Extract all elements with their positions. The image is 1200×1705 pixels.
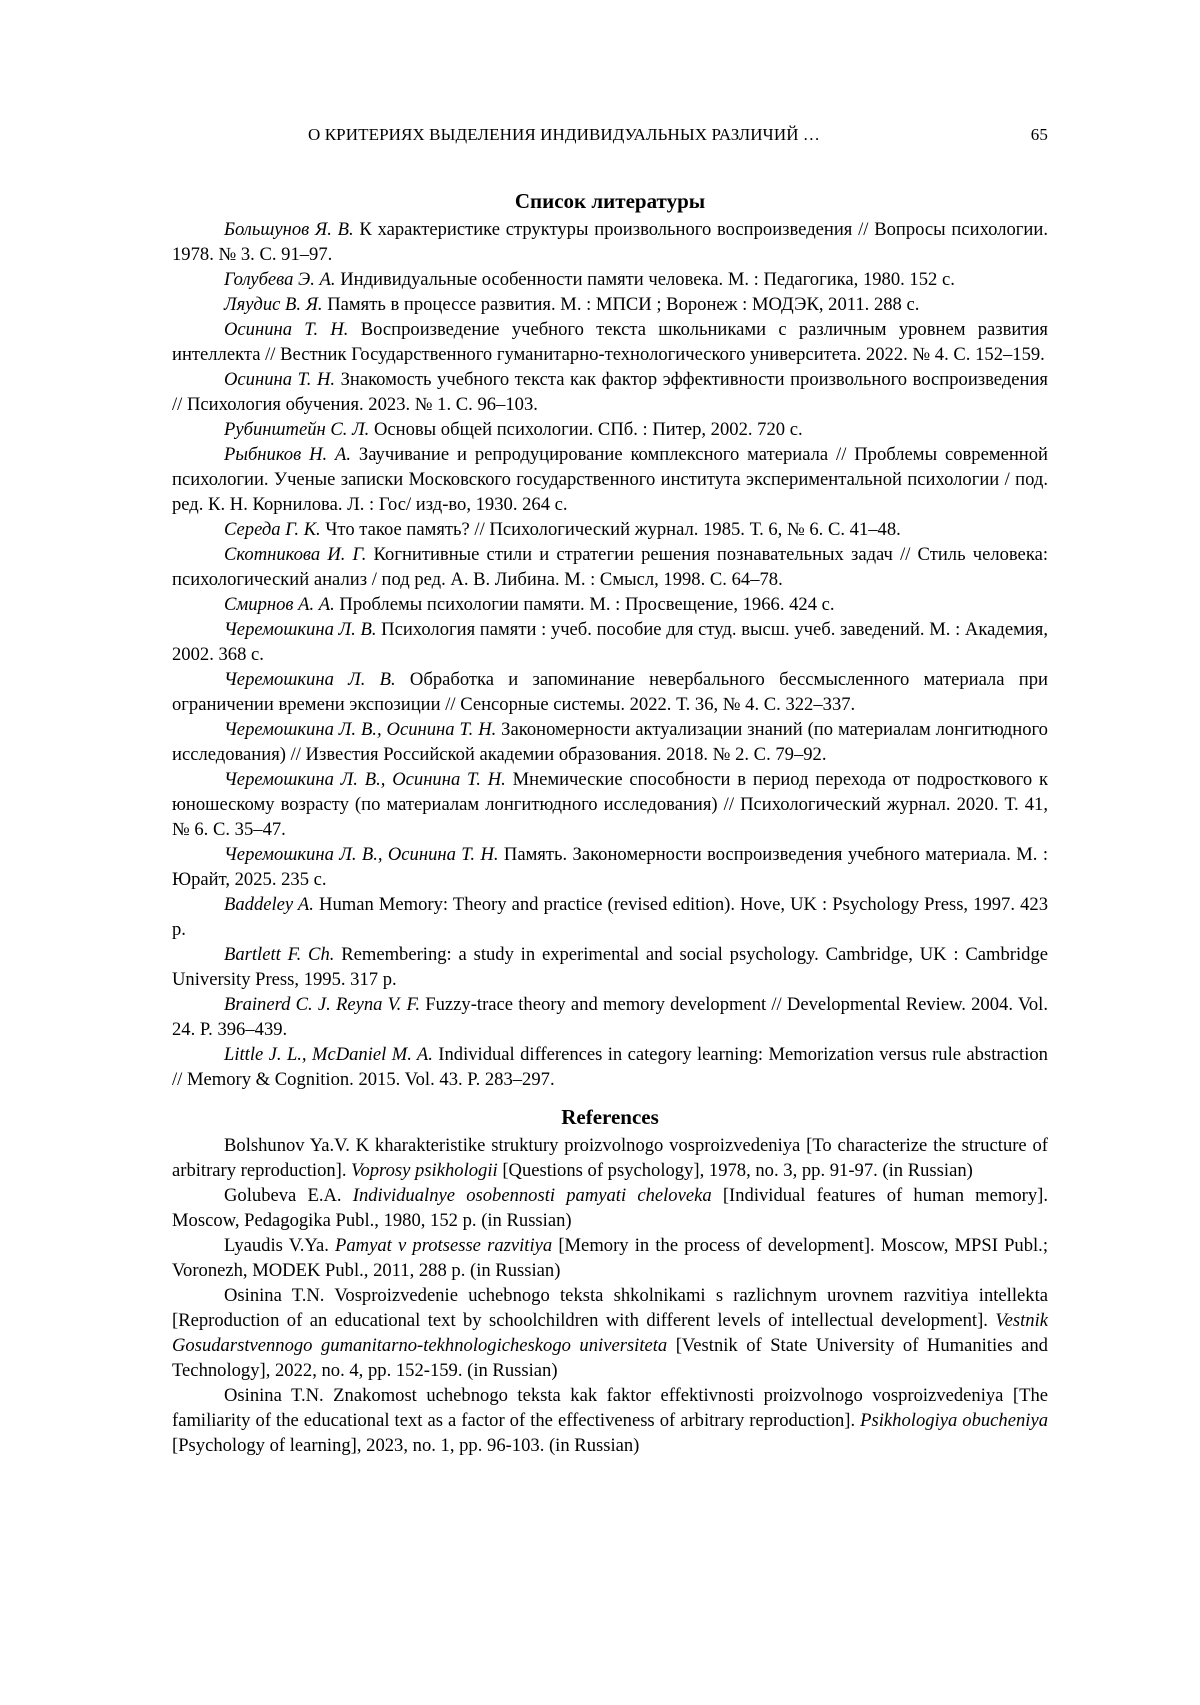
entry-text: Память в процессе развития. М. : МПСИ ; Воронеж : МОДЭК, 2011. 288 с. bbox=[322, 294, 920, 315]
reference-details: [Memory in the process of development]. Moscow, MPSI Publ.; Voronezh, MODEK Publ., 2011, 288 p. (in Russian) bbox=[172, 1235, 1048, 1281]
entry-authors: Черемошкина Л. В. bbox=[224, 619, 377, 640]
entry-authors: Bartlett F. Ch. bbox=[224, 944, 335, 965]
literature-entry bbox=[172, 542, 1048, 592]
entry-text: Память. Закономерности воспроизведения учебного материала. М. : Юрайт, 2025. 235 с. bbox=[172, 844, 1048, 890]
literature-entry bbox=[172, 417, 1048, 442]
reference-source-title: Pamyat v protsesse razvitiya bbox=[335, 1235, 553, 1256]
references-list bbox=[172, 1133, 1048, 1458]
page-number: 65 bbox=[1030, 125, 1048, 144]
entry-authors: Черемошкина Л. В., Осинина Т. Н. bbox=[224, 844, 499, 865]
literature-entry bbox=[172, 942, 1048, 992]
reference-source-title: Psikhologiya obucheniya bbox=[860, 1410, 1048, 1431]
literature-entry bbox=[172, 517, 1048, 542]
entry-text: Human Memory: Theory and practice (revised edition). Hove, UK : Psychology Press, 1997. 423 p. bbox=[172, 894, 1048, 940]
entry-authors: Скотникова И. Г. bbox=[224, 544, 367, 565]
literature-entry bbox=[172, 317, 1048, 367]
entry-text: Индивидуальные особенности памяти человека. М. : Педагогика, 1980. 152 с. bbox=[335, 269, 955, 290]
entry-text: Fuzzy-trace theory and memory development // Developmental Review. 2004. Vol. 24. P. 396–439. bbox=[172, 994, 1048, 1040]
entry-text: Закономерности актуализации знаний (по материалам лонгитюдного исследования) // Известия Российской академии образования. 2018. № 2. С. 79–92. bbox=[172, 719, 1048, 765]
entry-authors: Рубинштейн С. Л. bbox=[224, 419, 370, 440]
entry-text: Психология памяти : учеб. пособие для студ. высш. учеб. заведений. М. : Академия, 2002. 368 с. bbox=[172, 619, 1048, 665]
literature-entry bbox=[172, 842, 1048, 892]
reference-entry bbox=[172, 1283, 1048, 1383]
reference-entry bbox=[172, 1233, 1048, 1283]
reference-details: [Individual features of human memory]. Moscow, Pedagogika Publ., 1980, 152 p. (in Russian) bbox=[172, 1185, 1048, 1231]
reference-entry bbox=[172, 1133, 1048, 1183]
literature-heading: Список литературы bbox=[514, 189, 706, 213]
entry-text: Что такое память? // Психологический журнал. 1985. Т. 6, № 6. С. 41–48. bbox=[320, 519, 901, 540]
literature-entry bbox=[172, 1042, 1048, 1092]
references-heading: References bbox=[561, 1105, 659, 1129]
reference-text: Golubeva E.A. bbox=[224, 1185, 353, 1206]
entry-text: К характеристике структуры произвольного воспроизведения // Вопросы психологии. 1978. № 3. С. 91–97. bbox=[172, 219, 1048, 265]
entry-authors: Середа Г. К. bbox=[224, 519, 321, 540]
entry-authors: Baddeley A. bbox=[224, 894, 314, 915]
entry-text: Remembering: a study in experimental and social psychology. Cambridge, UK : Cambridge University Press, 1995. 317 p. bbox=[172, 944, 1048, 990]
entry-text: Мнемические способности в период перехода от подросткового к юношескому возрасту (по материалам лонгитюдного исследования) // Психологический журнал. 2020. Т. 41, № 6. С. 35–47. bbox=[172, 769, 1048, 840]
reference-details: [Vestnik of State University of Humanities and Technology], 2022, no. 4, pp. 152-159. (in Russian) bbox=[172, 1335, 1048, 1381]
reference-details: [Questions of psychology], 1978, no. 3, pp. 91-97. (in Russian) bbox=[497, 1160, 973, 1181]
reference-text: Bolshunov Ya.V. K kharakteristike struktury proizvolnogo vosproizvedeniya [To characterize the structure of arbitrary reproduction]. bbox=[172, 1135, 1048, 1181]
entry-text: Когнитивные стили и стратегии решения познавательных задач // Стиль человека: психологический анализ / под ред. А. В. Либина. М. : Смысл, 1998. С. 64–78. bbox=[172, 544, 1048, 590]
reference-source-title: Individualnye osobennosti pamyati cheloveka bbox=[352, 1185, 712, 1206]
entry-authors: Черемошкина Л. В., Осинина Т. Н. bbox=[224, 769, 506, 790]
literature-entry bbox=[172, 267, 1048, 292]
reference-entry bbox=[172, 1383, 1048, 1458]
literature-list bbox=[172, 217, 1048, 1092]
literature-entry bbox=[172, 667, 1048, 717]
entry-text: Обработка и запоминание невербального бессмысленного материала при ограничении времени экспозиции // Сенсорные системы. 2022. Т. 36, № 4. С. 322–337. bbox=[172, 669, 1048, 715]
reference-source-title: Voprosy psikhologii bbox=[351, 1160, 498, 1181]
literature-entry bbox=[172, 592, 1048, 617]
running-title: О КРИТЕРИЯХ ВЫДЕЛЕНИЯ ИНДИВИДУАЛЬНЫХ РАЗЛИЧИЙ … bbox=[308, 125, 821, 144]
entry-authors: Рыбников Н. А. bbox=[224, 444, 352, 465]
literature-entry bbox=[172, 217, 1048, 267]
entry-text: Основы общей психологии. СПб. : Питер, 2002. 720 с. bbox=[369, 419, 803, 440]
page bbox=[172, 122, 1048, 1458]
literature-entry bbox=[172, 617, 1048, 667]
entry-text: Воспроизведение учебного текста школьниками с различным уровнем развития интеллекта // Вестник Государственного гуманитарно-технологического университета. 2022. № 4. С. 152–159. bbox=[172, 319, 1048, 365]
literature-entry bbox=[172, 367, 1048, 417]
literature-entry bbox=[172, 442, 1048, 517]
entry-authors: Большунов Я. В. bbox=[224, 219, 354, 240]
reference-text: Osinina T.N. Vosproizvedenie uchebnogo teksta shkolnikami s razlichnym urovnem razvitiya intellekta [Reproduction of an educational text by schoolchildren with different levels of intellectual development]. bbox=[172, 1285, 1048, 1331]
reference-entry bbox=[172, 1183, 1048, 1233]
entry-authors: Голубева Э. А. bbox=[224, 269, 336, 290]
entry-authors: Осинина Т. Н. bbox=[224, 369, 336, 390]
reference-details: [Psychology of learning], 2023, no. 1, pp. 96-103. (in Russian) bbox=[172, 1435, 640, 1456]
running-header bbox=[172, 122, 1048, 147]
entry-text: Заучивание и репродуцирование комплексного материала // Проблемы современной психологии. Ученые записки Московского государственного института экспериментальной психологии / под. ред. К. Н. Корнилова. Л. : Гос/ изд-во, 1930. 264 с. bbox=[172, 444, 1048, 515]
entry-authors: Черемошкина Л. В., Осинина Т. Н. bbox=[224, 719, 497, 740]
entry-authors: Смирнов А. А. bbox=[224, 594, 335, 615]
entry-text: Individual differences in category learning: Memorization versus rule abstraction // Memory & Cognition. 2015. Vol. 43. P. 283–297. bbox=[172, 1044, 1048, 1090]
reference-source-title: Vestnik Gosudarstvennogo gumanitarno-tekhnologicheskogo universiteta bbox=[172, 1310, 1048, 1356]
literature-entry bbox=[172, 767, 1048, 842]
literature-entry bbox=[172, 717, 1048, 767]
reference-text: Osinina T.N. Znakomost uchebnogo teksta kak faktor effektivnosti proizvolnogo vosproizvedeniya [The familiarity of the educational text as a factor of the effectiveness of arbitrary reproduction]. bbox=[172, 1385, 1048, 1431]
literature-entry bbox=[172, 892, 1048, 942]
entry-text: Проблемы психологии памяти. М. : Просвещение, 1966. 424 с. bbox=[334, 594, 835, 615]
entry-text: Знакомость учебного текста как фактор эффективности произвольного воспроизведения // Психология обучения. 2023. № 1. С. 96–103. bbox=[172, 369, 1048, 415]
entry-authors: Little J. L., McDaniel M. A. bbox=[224, 1044, 433, 1065]
entry-authors: Brainerd C. J. Reyna V. F. bbox=[224, 994, 421, 1015]
reference-text: Lyaudis V.Ya. bbox=[224, 1235, 336, 1256]
entry-authors: Ляудис В. Я. bbox=[224, 294, 323, 315]
literature-entry bbox=[172, 292, 1048, 317]
literature-entry bbox=[172, 992, 1048, 1042]
entry-authors: Черемошкина Л. В. bbox=[224, 669, 396, 690]
entry-authors: Осинина Т. Н. bbox=[224, 319, 349, 340]
